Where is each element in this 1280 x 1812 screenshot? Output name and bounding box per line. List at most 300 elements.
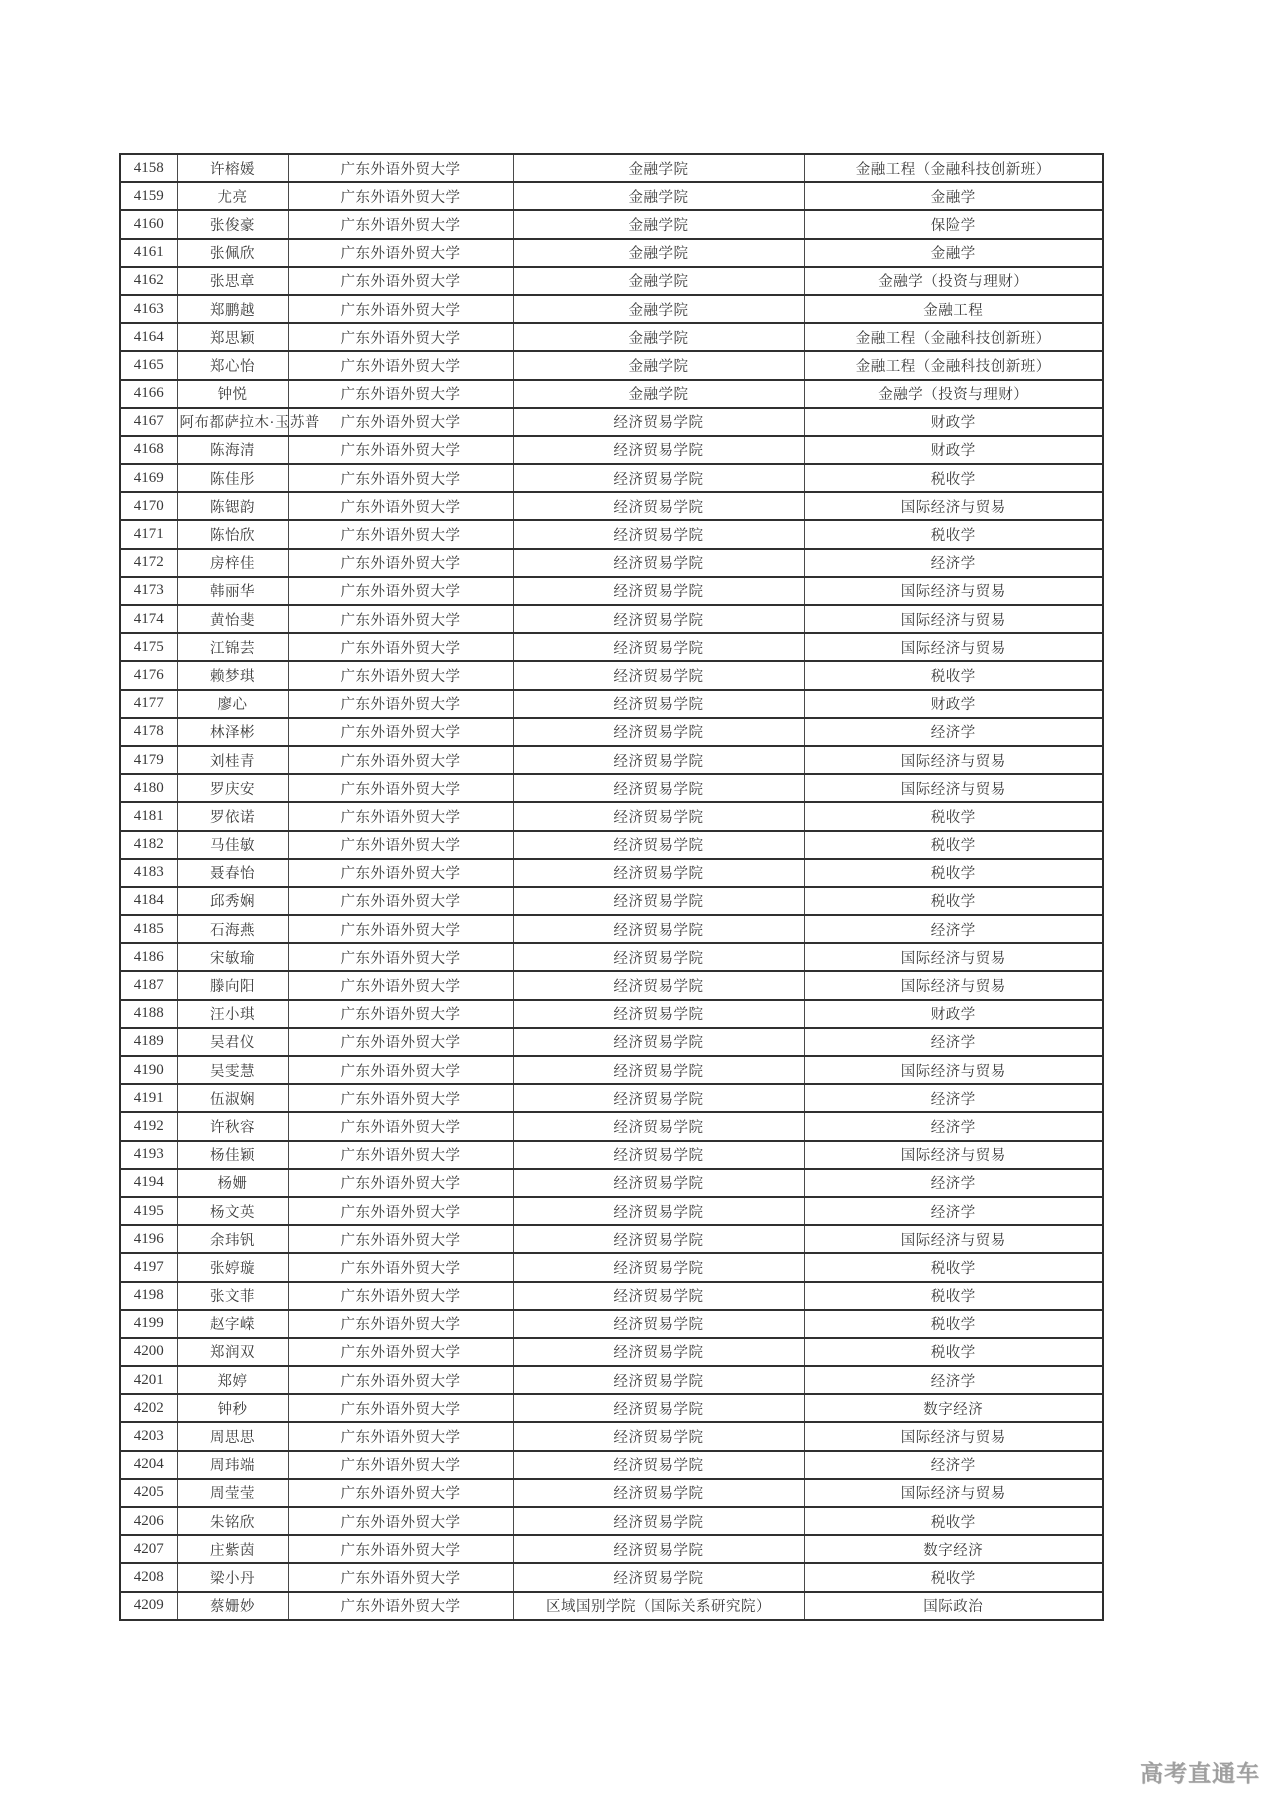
cell-major: 税收学 — [804, 661, 1103, 689]
table-row — [120, 1056, 1103, 1084]
cell-college: 经济贸易学院 — [513, 1225, 804, 1253]
cell-university: 广东外语外贸大学 — [288, 1084, 513, 1112]
table-row — [120, 1422, 1103, 1450]
cell-major: 国际经济与贸易 — [804, 1422, 1103, 1450]
cell-university: 广东外语外贸大学 — [288, 859, 513, 887]
cell-name: 陈佳彤 — [177, 464, 288, 492]
cell-university: 广东外语外贸大学 — [288, 154, 513, 182]
cell-college: 金融学院 — [513, 267, 804, 295]
cell-university: 广东外语外贸大学 — [288, 1282, 513, 1310]
cell-name: 周玮端 — [177, 1451, 288, 1479]
cell-id: 4191 — [120, 1084, 177, 1112]
cell-university: 广东外语外贸大学 — [288, 182, 513, 210]
cell-college: 经济贸易学院 — [513, 971, 804, 999]
cell-university: 广东外语外贸大学 — [288, 492, 513, 520]
cell-college: 经济贸易学院 — [513, 1563, 804, 1591]
cell-name: 石海燕 — [177, 915, 288, 943]
cell-name: 汪小琪 — [177, 1000, 288, 1028]
cell-name: 罗庆安 — [177, 774, 288, 802]
table-row — [120, 295, 1103, 323]
cell-college: 经济贸易学院 — [513, 1112, 804, 1140]
cell-college: 经济贸易学院 — [513, 887, 804, 915]
cell-name: 张俊豪 — [177, 210, 288, 238]
cell-university: 广东外语外贸大学 — [288, 971, 513, 999]
table-row — [120, 943, 1103, 971]
cell-id: 4160 — [120, 210, 177, 238]
cell-college: 经济贸易学院 — [513, 718, 804, 746]
cell-major: 税收学 — [804, 802, 1103, 830]
cell-name: 蔡姗妙 — [177, 1592, 288, 1620]
cell-id: 4182 — [120, 831, 177, 859]
cell-university: 广东外语外贸大学 — [288, 887, 513, 915]
cell-major: 经济学 — [804, 718, 1103, 746]
cell-major: 经济学 — [804, 915, 1103, 943]
cell-university: 广东外语外贸大学 — [288, 1310, 513, 1338]
cell-name: 郑鹏越 — [177, 295, 288, 323]
cell-college: 经济贸易学院 — [513, 1056, 804, 1084]
cell-major: 国际经济与贸易 — [804, 1479, 1103, 1507]
cell-college: 经济贸易学院 — [513, 520, 804, 548]
cell-major: 国际政治 — [804, 1592, 1103, 1620]
cell-name: 张思章 — [177, 267, 288, 295]
cell-major: 国际经济与贸易 — [804, 492, 1103, 520]
cell-name: 聂春怡 — [177, 859, 288, 887]
table-row — [120, 1563, 1103, 1591]
cell-college: 经济贸易学院 — [513, 436, 804, 464]
cell-college: 经济贸易学院 — [513, 1028, 804, 1056]
cell-university: 广东外语外贸大学 — [288, 1028, 513, 1056]
cell-id: 4183 — [120, 859, 177, 887]
table-row — [120, 1366, 1103, 1394]
cell-college: 经济贸易学院 — [513, 774, 804, 802]
cell-college: 经济贸易学院 — [513, 464, 804, 492]
cell-college: 金融学院 — [513, 182, 804, 210]
table-row — [120, 887, 1103, 915]
cell-name: 房梓佳 — [177, 549, 288, 577]
cell-id: 4185 — [120, 915, 177, 943]
cell-major: 国际经济与贸易 — [804, 746, 1103, 774]
cell-college: 经济贸易学院 — [513, 859, 804, 887]
table-row — [120, 1507, 1103, 1535]
cell-university: 广东外语外贸大学 — [288, 718, 513, 746]
cell-id: 4178 — [120, 718, 177, 746]
cell-university: 广东外语外贸大学 — [288, 267, 513, 295]
cell-college: 经济贸易学院 — [513, 1338, 804, 1366]
cell-university: 广东外语外贸大学 — [288, 1592, 513, 1620]
cell-major: 财政学 — [804, 690, 1103, 718]
cell-id: 4204 — [120, 1451, 177, 1479]
cell-id: 4193 — [120, 1141, 177, 1169]
cell-college: 经济贸易学院 — [513, 1366, 804, 1394]
cell-name: 许榕媛 — [177, 154, 288, 182]
table-row — [120, 1028, 1103, 1056]
cell-major: 经济学 — [804, 1028, 1103, 1056]
cell-id: 4161 — [120, 239, 177, 267]
cell-name: 尤亮 — [177, 182, 288, 210]
cell-college: 经济贸易学院 — [513, 915, 804, 943]
cell-university: 广东外语外贸大学 — [288, 1338, 513, 1366]
cell-name: 吴雯慧 — [177, 1056, 288, 1084]
cell-id: 4192 — [120, 1112, 177, 1140]
cell-college: 经济贸易学院 — [513, 943, 804, 971]
cell-name: 张佩欣 — [177, 239, 288, 267]
table-row — [120, 1141, 1103, 1169]
table-row — [120, 774, 1103, 802]
cell-name: 钟悦 — [177, 380, 288, 408]
table-row — [120, 915, 1103, 943]
cell-id: 4195 — [120, 1197, 177, 1225]
cell-name: 陈怡欣 — [177, 520, 288, 548]
cell-university: 广东外语外贸大学 — [288, 436, 513, 464]
cell-major: 税收学 — [804, 464, 1103, 492]
cell-name: 廖心 — [177, 690, 288, 718]
table-row — [120, 1112, 1103, 1140]
cell-university: 广东外语外贸大学 — [288, 1422, 513, 1450]
cell-id: 4187 — [120, 971, 177, 999]
table-row — [120, 1394, 1103, 1422]
cell-id: 4205 — [120, 1479, 177, 1507]
cell-university: 广东外语外贸大学 — [288, 1563, 513, 1591]
cell-university: 广东外语外贸大学 — [288, 239, 513, 267]
table-row — [120, 802, 1103, 830]
cell-college: 金融学院 — [513, 323, 804, 351]
cell-id: 4199 — [120, 1310, 177, 1338]
cell-name: 马佳敏 — [177, 831, 288, 859]
table-row — [120, 577, 1103, 605]
table-row — [120, 408, 1103, 436]
cell-college: 经济贸易学院 — [513, 1197, 804, 1225]
cell-university: 广东外语外贸大学 — [288, 1197, 513, 1225]
table-row — [120, 182, 1103, 210]
table-body — [120, 154, 1103, 1620]
cell-id: 4163 — [120, 295, 177, 323]
cell-major: 金融学 — [804, 182, 1103, 210]
cell-major: 税收学 — [804, 859, 1103, 887]
table-row — [120, 520, 1103, 548]
table-row — [120, 1084, 1103, 1112]
cell-major: 金融工程 — [804, 295, 1103, 323]
cell-id: 4172 — [120, 549, 177, 577]
cell-major: 国际经济与贸易 — [804, 1225, 1103, 1253]
cell-major: 税收学 — [804, 1253, 1103, 1281]
cell-name: 吴君仪 — [177, 1028, 288, 1056]
table-row — [120, 971, 1103, 999]
cell-major: 金融学（投资与理财） — [804, 267, 1103, 295]
cell-major: 税收学 — [804, 520, 1103, 548]
cell-name: 张婷璇 — [177, 1253, 288, 1281]
cell-name: 邱秀娴 — [177, 887, 288, 915]
cell-id: 4166 — [120, 380, 177, 408]
cell-name: 梁小丹 — [177, 1563, 288, 1591]
cell-major: 经济学 — [804, 1169, 1103, 1197]
cell-id: 4175 — [120, 633, 177, 661]
cell-university: 广东外语外贸大学 — [288, 1000, 513, 1028]
cell-major: 税收学 — [804, 1282, 1103, 1310]
table-row — [120, 1535, 1103, 1563]
table-row — [120, 1479, 1103, 1507]
table-row — [120, 661, 1103, 689]
cell-major: 经济学 — [804, 1112, 1103, 1140]
cell-university: 广东外语外贸大学 — [288, 323, 513, 351]
cell-college: 经济贸易学院 — [513, 408, 804, 436]
cell-name: 江锦芸 — [177, 633, 288, 661]
cell-id: 4179 — [120, 746, 177, 774]
cell-id: 4181 — [120, 802, 177, 830]
cell-id: 4164 — [120, 323, 177, 351]
cell-university: 广东外语外贸大学 — [288, 464, 513, 492]
cell-college: 经济贸易学院 — [513, 605, 804, 633]
cell-major: 国际经济与贸易 — [804, 971, 1103, 999]
cell-name: 杨文英 — [177, 1197, 288, 1225]
cell-name: 郑婷 — [177, 1366, 288, 1394]
cell-name: 许秋容 — [177, 1112, 288, 1140]
cell-id: 4159 — [120, 182, 177, 210]
table-row — [120, 1310, 1103, 1338]
cell-major: 经济学 — [804, 1366, 1103, 1394]
cell-major: 经济学 — [804, 549, 1103, 577]
cell-name: 陈锶韵 — [177, 492, 288, 520]
cell-id: 4167 — [120, 408, 177, 436]
cell-major: 保险学 — [804, 210, 1103, 238]
cell-name: 伍淑娴 — [177, 1084, 288, 1112]
cell-id: 4197 — [120, 1253, 177, 1281]
cell-name: 朱铭欣 — [177, 1507, 288, 1535]
cell-university: 广东外语外贸大学 — [288, 351, 513, 379]
cell-college: 经济贸易学院 — [513, 1084, 804, 1112]
cell-major: 国际经济与贸易 — [804, 1141, 1103, 1169]
cell-major: 税收学 — [804, 1310, 1103, 1338]
cell-id: 4194 — [120, 1169, 177, 1197]
cell-name: 庄紫茵 — [177, 1535, 288, 1563]
table-row — [120, 1282, 1103, 1310]
cell-name: 黄怡斐 — [177, 605, 288, 633]
cell-college: 经济贸易学院 — [513, 1422, 804, 1450]
cell-major: 金融工程（金融科技创新班） — [804, 323, 1103, 351]
cell-name: 周莹莹 — [177, 1479, 288, 1507]
cell-college: 金融学院 — [513, 351, 804, 379]
table-row — [120, 1197, 1103, 1225]
table-row — [120, 267, 1103, 295]
cell-major: 财政学 — [804, 436, 1103, 464]
cell-major: 税收学 — [804, 1507, 1103, 1535]
cell-name: 杨姗 — [177, 1169, 288, 1197]
cell-university: 广东外语外贸大学 — [288, 633, 513, 661]
table-row — [120, 690, 1103, 718]
cell-university: 广东外语外贸大学 — [288, 1253, 513, 1281]
table-row — [120, 605, 1103, 633]
watermark-text: 高考直通车 — [1140, 1760, 1260, 1786]
cell-college: 经济贸易学院 — [513, 549, 804, 577]
cell-name: 杨佳颖 — [177, 1141, 288, 1169]
table-row — [120, 633, 1103, 661]
cell-university: 广东外语外贸大学 — [288, 915, 513, 943]
cell-major: 财政学 — [804, 1000, 1103, 1028]
cell-id: 4168 — [120, 436, 177, 464]
table-row — [120, 351, 1103, 379]
cell-name: 郑润双 — [177, 1338, 288, 1366]
table-row — [120, 154, 1103, 182]
table-row — [120, 464, 1103, 492]
cell-id: 4174 — [120, 605, 177, 633]
cell-id: 4201 — [120, 1366, 177, 1394]
cell-college: 经济贸易学院 — [513, 1282, 804, 1310]
cell-university: 广东外语外贸大学 — [288, 1451, 513, 1479]
cell-name: 林泽彬 — [177, 718, 288, 746]
cell-id: 4165 — [120, 351, 177, 379]
cell-major: 金融学 — [804, 239, 1103, 267]
cell-major: 数字经济 — [804, 1394, 1103, 1422]
cell-college: 经济贸易学院 — [513, 1141, 804, 1169]
table-row — [120, 239, 1103, 267]
cell-college: 经济贸易学院 — [513, 577, 804, 605]
cell-major: 税收学 — [804, 1338, 1103, 1366]
cell-major: 国际经济与贸易 — [804, 577, 1103, 605]
cell-name: 周思思 — [177, 1422, 288, 1450]
cell-id: 4188 — [120, 1000, 177, 1028]
student-roster-table — [119, 153, 1104, 1621]
cell-university: 广东外语外贸大学 — [288, 943, 513, 971]
cell-university: 广东外语外贸大学 — [288, 1507, 513, 1535]
cell-university: 广东外语外贸大学 — [288, 1056, 513, 1084]
cell-college: 经济贸易学院 — [513, 661, 804, 689]
cell-college: 金融学院 — [513, 154, 804, 182]
cell-college: 金融学院 — [513, 239, 804, 267]
cell-name: 宋敏瑜 — [177, 943, 288, 971]
cell-college: 经济贸易学院 — [513, 1253, 804, 1281]
cell-university: 广东外语外贸大学 — [288, 802, 513, 830]
table-row — [120, 380, 1103, 408]
cell-university: 广东外语外贸大学 — [288, 831, 513, 859]
cell-college: 经济贸易学院 — [513, 831, 804, 859]
cell-university: 广东外语外贸大学 — [288, 577, 513, 605]
cell-id: 4170 — [120, 492, 177, 520]
cell-major: 国际经济与贸易 — [804, 1056, 1103, 1084]
cell-name: 罗依诺 — [177, 802, 288, 830]
cell-major: 经济学 — [804, 1451, 1103, 1479]
cell-college: 金融学院 — [513, 380, 804, 408]
table-row — [120, 436, 1103, 464]
cell-university: 广东外语外贸大学 — [288, 746, 513, 774]
cell-college: 经济贸易学院 — [513, 1479, 804, 1507]
table-row — [120, 1000, 1103, 1028]
cell-major: 国际经济与贸易 — [804, 774, 1103, 802]
cell-name: 陈海清 — [177, 436, 288, 464]
cell-id: 4176 — [120, 661, 177, 689]
cell-name: 赵字嵘 — [177, 1310, 288, 1338]
cell-id: 4203 — [120, 1422, 177, 1450]
cell-university: 广东外语外贸大学 — [288, 1535, 513, 1563]
table-row — [120, 831, 1103, 859]
cell-university: 广东外语外贸大学 — [288, 1141, 513, 1169]
table-row — [120, 859, 1103, 887]
cell-college: 金融学院 — [513, 210, 804, 238]
cell-id: 4208 — [120, 1563, 177, 1591]
cell-university: 广东外语外贸大学 — [288, 520, 513, 548]
cell-major: 税收学 — [804, 887, 1103, 915]
cell-id: 4173 — [120, 577, 177, 605]
cell-id: 4190 — [120, 1056, 177, 1084]
cell-major: 税收学 — [804, 1563, 1103, 1591]
cell-id: 4189 — [120, 1028, 177, 1056]
cell-university: 广东外语外贸大学 — [288, 1366, 513, 1394]
cell-name: 张文菲 — [177, 1282, 288, 1310]
cell-name: 余玮钒 — [177, 1225, 288, 1253]
cell-major: 经济学 — [804, 1084, 1103, 1112]
table-row — [120, 549, 1103, 577]
table-row — [120, 210, 1103, 238]
cell-major: 国际经济与贸易 — [804, 633, 1103, 661]
cell-name: 滕向阳 — [177, 971, 288, 999]
cell-id: 4171 — [120, 520, 177, 548]
cell-university: 广东外语外贸大学 — [288, 1225, 513, 1253]
cell-college: 区域国别学院（国际关系研究院） — [513, 1592, 804, 1620]
cell-name: 郑心怡 — [177, 351, 288, 379]
cell-major: 数字经济 — [804, 1535, 1103, 1563]
table-row — [120, 323, 1103, 351]
table-row — [120, 1225, 1103, 1253]
cell-university: 广东外语外贸大学 — [288, 661, 513, 689]
cell-major: 税收学 — [804, 831, 1103, 859]
cell-id: 4180 — [120, 774, 177, 802]
table-row — [120, 1253, 1103, 1281]
cell-id: 4169 — [120, 464, 177, 492]
cell-college: 经济贸易学院 — [513, 746, 804, 774]
cell-id: 4162 — [120, 267, 177, 295]
cell-college: 经济贸易学院 — [513, 1169, 804, 1197]
cell-college: 经济贸易学院 — [513, 1394, 804, 1422]
cell-major: 经济学 — [804, 1197, 1103, 1225]
cell-university: 广东外语外贸大学 — [288, 1112, 513, 1140]
table-row — [120, 1451, 1103, 1479]
cell-university: 广东外语外贸大学 — [288, 774, 513, 802]
cell-id: 4207 — [120, 1535, 177, 1563]
cell-major: 金融工程（金融科技创新班） — [804, 154, 1103, 182]
table-row — [120, 1338, 1103, 1366]
cell-major: 国际经济与贸易 — [804, 943, 1103, 971]
cell-name: 阿布都萨拉木·玉苏普 — [177, 408, 288, 436]
cell-university: 广东外语外贸大学 — [288, 1394, 513, 1422]
cell-university: 广东外语外贸大学 — [288, 549, 513, 577]
cell-name: 刘桂青 — [177, 746, 288, 774]
table-row — [120, 718, 1103, 746]
table-row — [120, 746, 1103, 774]
cell-name: 韩丽华 — [177, 577, 288, 605]
cell-major: 国际经济与贸易 — [804, 605, 1103, 633]
cell-college: 经济贸易学院 — [513, 633, 804, 661]
cell-id: 4186 — [120, 943, 177, 971]
cell-id: 4206 — [120, 1507, 177, 1535]
table-row — [120, 1169, 1103, 1197]
cell-college: 经济贸易学院 — [513, 802, 804, 830]
table-row — [120, 1592, 1103, 1620]
cell-university: 广东外语外贸大学 — [288, 380, 513, 408]
cell-college: 经济贸易学院 — [513, 1507, 804, 1535]
cell-major: 金融工程（金融科技创新班） — [804, 351, 1103, 379]
table-row — [120, 492, 1103, 520]
cell-university: 广东外语外贸大学 — [288, 1479, 513, 1507]
cell-name: 赖梦琪 — [177, 661, 288, 689]
cell-college: 经济贸易学院 — [513, 1310, 804, 1338]
cell-university: 广东外语外贸大学 — [288, 1169, 513, 1197]
cell-id: 4198 — [120, 1282, 177, 1310]
cell-college: 经济贸易学院 — [513, 1000, 804, 1028]
cell-college: 经济贸易学院 — [513, 1451, 804, 1479]
cell-college: 经济贸易学院 — [513, 690, 804, 718]
cell-university: 广东外语外贸大学 — [288, 408, 513, 436]
cell-id: 4177 — [120, 690, 177, 718]
cell-id: 4209 — [120, 1592, 177, 1620]
cell-id: 4184 — [120, 887, 177, 915]
